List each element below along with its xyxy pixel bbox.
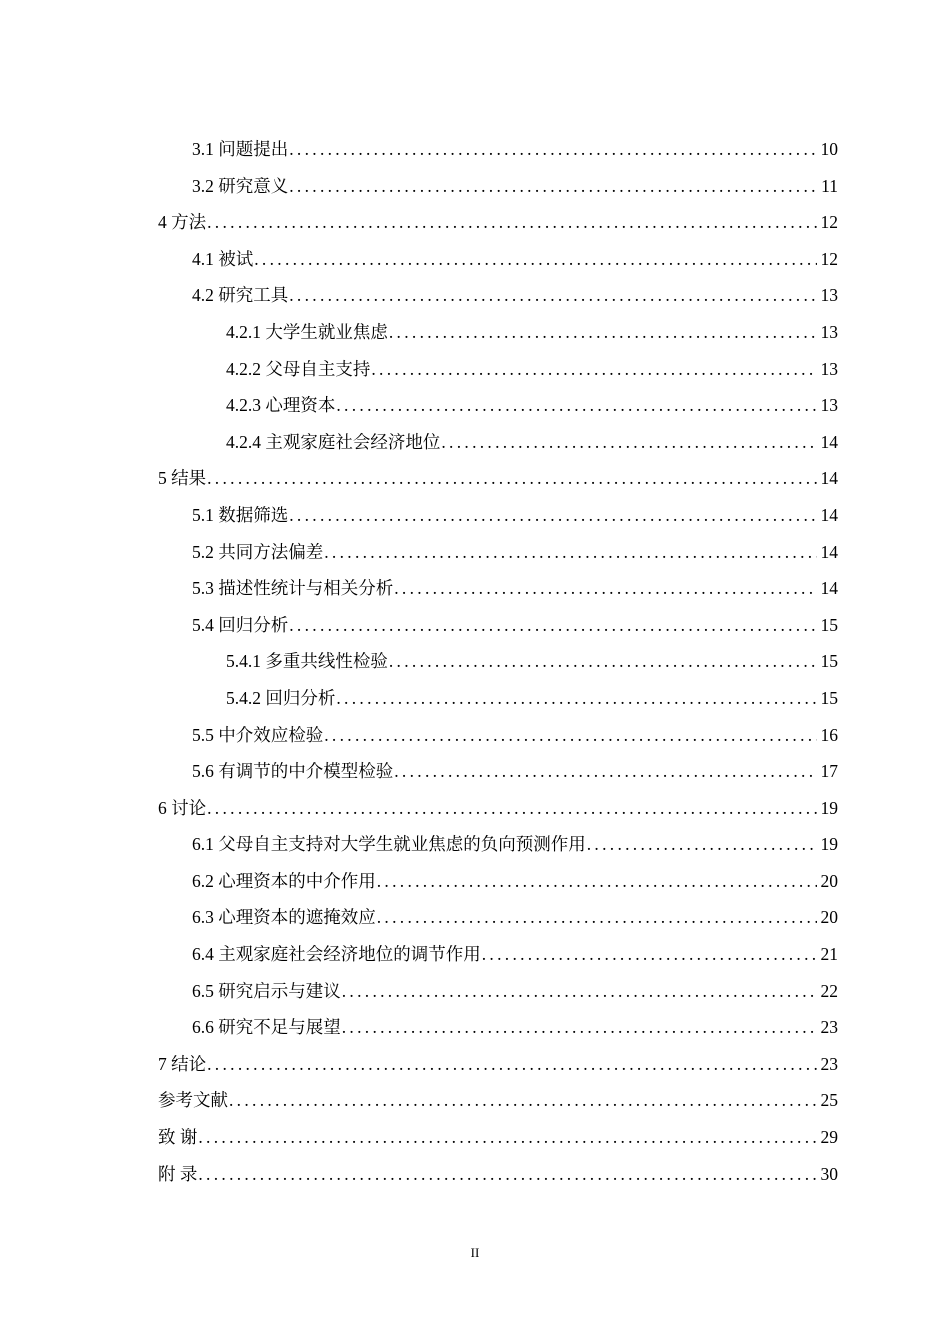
toc-entry-page-number: 29 bbox=[820, 1127, 838, 1148]
toc-dot-leader bbox=[441, 424, 816, 461]
toc-entry-title: 5.6 有调节的中介模型检验 bbox=[192, 761, 394, 782]
page-number-footer: II bbox=[470, 1245, 480, 1260]
toc-dot-leader bbox=[394, 753, 816, 790]
toc-dot-leader bbox=[289, 607, 816, 644]
toc-entry[interactable] bbox=[158, 460, 838, 497]
toc-entry[interactable] bbox=[158, 680, 838, 717]
toc-entry-page-number: 30 bbox=[820, 1163, 838, 1184]
toc-entry-title: 6.2 心理资本的中介作用 bbox=[192, 870, 376, 891]
toc-entry-title: 4.2 研究工具 bbox=[192, 285, 289, 306]
toc-entry-page-number: 14 bbox=[820, 541, 838, 562]
toc-dot-leader bbox=[289, 497, 816, 534]
toc-entry-page-number: 12 bbox=[820, 248, 838, 269]
toc-entry-page-number: 13 bbox=[820, 395, 838, 416]
toc-entry[interactable] bbox=[158, 204, 838, 241]
toc-dot-leader bbox=[389, 314, 817, 351]
toc-dot-leader bbox=[342, 1009, 817, 1046]
toc-dot-leader bbox=[324, 534, 816, 571]
toc-entry-page-number: 13 bbox=[820, 358, 838, 379]
toc-dot-leader bbox=[587, 826, 817, 863]
toc-entry-title: 6.6 研究不足与展望 bbox=[192, 1017, 341, 1038]
toc-dot-leader bbox=[289, 168, 817, 205]
toc-entry-title: 3.1 问题提出 bbox=[192, 139, 289, 159]
toc-dot-leader bbox=[254, 241, 816, 278]
toc-entry[interactable] bbox=[158, 717, 838, 754]
toc-entry-title: 6.1 父母自主支持对大学生就业焦虑的负向预测作用 bbox=[192, 834, 586, 855]
toc-entry[interactable] bbox=[158, 790, 838, 827]
toc-entry-page-number: 15 bbox=[820, 687, 838, 708]
toc-entry[interactable] bbox=[158, 351, 838, 388]
toc-entry[interactable] bbox=[158, 241, 838, 278]
toc-entry-title: 附 录 bbox=[158, 1163, 198, 1184]
toc-entry-page-number: 23 bbox=[820, 1053, 838, 1074]
toc-dot-leader bbox=[336, 387, 816, 424]
toc-dot-leader bbox=[207, 204, 816, 241]
toc-entry-page-number: 17 bbox=[820, 761, 838, 782]
toc-entry-page-number: 12 bbox=[820, 212, 838, 233]
toc-entry-title: 5.4 回归分析 bbox=[192, 614, 289, 635]
toc-entry[interactable] bbox=[158, 973, 838, 1010]
toc-entry[interactable] bbox=[158, 534, 838, 571]
toc-dot-leader bbox=[342, 973, 817, 1010]
toc-entry-page-number: 14 bbox=[820, 578, 838, 599]
toc-entry-title: 5.2 共同方法偏差 bbox=[192, 541, 324, 562]
toc-entry[interactable] bbox=[158, 1009, 838, 1046]
toc-dot-leader bbox=[324, 717, 816, 754]
toc-entry-title: 5.4.1 多重共线性检验 bbox=[226, 651, 388, 672]
toc-dot-leader bbox=[336, 680, 816, 717]
toc-entry[interactable] bbox=[158, 277, 838, 314]
toc-entry[interactable] bbox=[158, 131, 838, 168]
toc-entry[interactable] bbox=[158, 424, 838, 461]
table-of-contents bbox=[158, 131, 838, 1192]
toc-entry-title: 5.3 描述性统计与相关分析 bbox=[192, 578, 394, 599]
toc-entry-page-number: 13 bbox=[820, 321, 838, 342]
toc-dot-leader bbox=[371, 351, 816, 388]
toc-entry-page-number: 19 bbox=[820, 797, 838, 818]
toc-dot-leader bbox=[229, 1082, 817, 1119]
toc-entry[interactable] bbox=[158, 497, 838, 534]
toc-dot-leader bbox=[198, 1156, 816, 1193]
toc-entry-page-number: 11 bbox=[821, 175, 838, 196]
toc-entry[interactable] bbox=[158, 1082, 838, 1119]
toc-dot-leader bbox=[207, 1046, 816, 1083]
toc-entry[interactable] bbox=[158, 387, 838, 424]
toc-entry[interactable] bbox=[158, 826, 838, 863]
toc-entry-title: 6.4 主观家庭社会经济地位的调节作用 bbox=[192, 944, 481, 965]
toc-entry-title: 4.2.4 主观家庭社会经济地位 bbox=[226, 431, 441, 452]
toc-entry-page-number: 22 bbox=[820, 980, 838, 1001]
toc-entry-title: 4.2.3 心理资本 bbox=[226, 395, 336, 416]
toc-dot-leader bbox=[289, 277, 816, 314]
toc-entry-title: 4 方法 bbox=[158, 212, 207, 233]
toc-dot-leader bbox=[394, 570, 816, 607]
toc-entry-page-number: 15 bbox=[820, 651, 838, 672]
toc-entry-title: 6 讨论 bbox=[158, 797, 207, 818]
toc-entry-title: 4.2.2 父母自主支持 bbox=[226, 358, 371, 379]
toc-entry-title: 4.2.1 大学生就业焦虑 bbox=[226, 321, 388, 342]
toc-entry[interactable] bbox=[158, 899, 838, 936]
toc-entry-title: 5.5 中介效应检验 bbox=[192, 724, 324, 745]
toc-entry-page-number: 23 bbox=[820, 1017, 838, 1038]
toc-entry[interactable] bbox=[158, 1046, 838, 1083]
toc-entry[interactable] bbox=[158, 643, 838, 680]
toc-entry-title: 6.5 研究启示与建议 bbox=[192, 980, 341, 1001]
toc-entry-title: 4.1 被试 bbox=[192, 248, 254, 269]
toc-entry-title: 7 结论 bbox=[158, 1053, 207, 1074]
toc-entry-title: 致 谢 bbox=[158, 1127, 198, 1148]
toc-entry-title: 5 结果 bbox=[158, 468, 207, 489]
toc-entry-title: 3.2 研究意义 bbox=[192, 175, 289, 196]
toc-entry-page-number: 21 bbox=[820, 944, 838, 965]
toc-dot-leader bbox=[377, 863, 817, 900]
toc-entry-page-number: 14 bbox=[820, 468, 838, 489]
toc-entry-page-number: 10 bbox=[820, 139, 838, 159]
toc-entry[interactable] bbox=[158, 314, 838, 351]
toc-entry-page-number: 25 bbox=[820, 1090, 838, 1111]
toc-entry-title: 6.3 心理资本的遮掩效应 bbox=[192, 907, 376, 928]
toc-entry[interactable] bbox=[158, 607, 838, 644]
toc-entry[interactable] bbox=[158, 936, 838, 973]
toc-entry[interactable] bbox=[158, 168, 838, 205]
toc-entry[interactable] bbox=[158, 1156, 838, 1193]
toc-dot-leader bbox=[289, 131, 816, 168]
toc-entry[interactable] bbox=[158, 570, 838, 607]
toc-entry[interactable] bbox=[158, 1119, 838, 1156]
toc-entry-page-number: 20 bbox=[820, 907, 838, 928]
toc-entry-title: 5.1 数据筛选 bbox=[192, 504, 289, 525]
toc-entry-page-number: 14 bbox=[820, 504, 838, 525]
toc-entry-title: 5.4.2 回归分析 bbox=[226, 687, 336, 708]
toc-dot-leader bbox=[207, 790, 816, 827]
toc-entry-page-number: 14 bbox=[820, 431, 838, 452]
toc-entry[interactable] bbox=[158, 753, 838, 790]
toc-dot-leader bbox=[207, 460, 816, 497]
toc-entry-page-number: 15 bbox=[820, 614, 838, 635]
toc-entry-page-number: 13 bbox=[820, 285, 838, 306]
toc-entry-page-number: 19 bbox=[820, 834, 838, 855]
toc-dot-leader bbox=[377, 899, 817, 936]
toc-entry-page-number: 20 bbox=[820, 870, 838, 891]
toc-dot-leader bbox=[389, 643, 817, 680]
toc-dot-leader bbox=[482, 936, 817, 973]
toc-entry-page-number: 16 bbox=[820, 724, 838, 745]
toc-entry[interactable] bbox=[158, 863, 838, 900]
toc-entry-title: 参考文献 bbox=[158, 1090, 228, 1111]
toc-dot-leader bbox=[198, 1119, 816, 1156]
